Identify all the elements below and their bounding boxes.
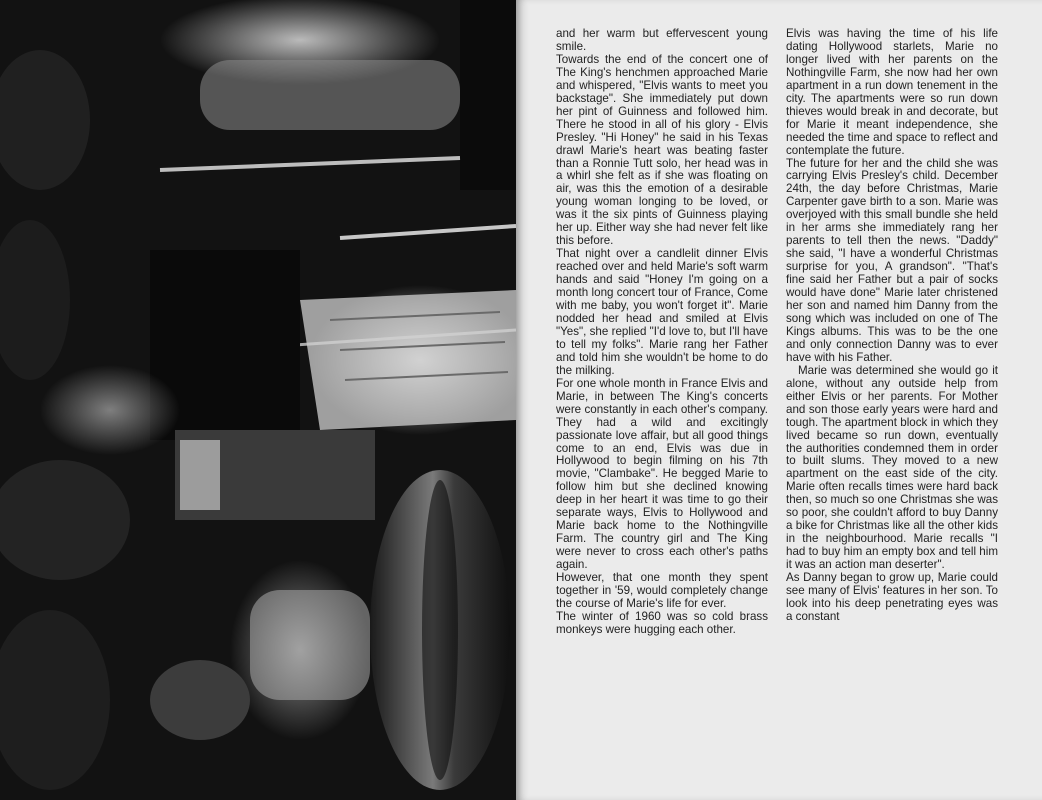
paragraph: The future for her and the child she was carrying Elvis Presley's child. December 24th, the day before Christmas, Marie Carpenter gave birth to a son. Marie was overjoyed with this small bundle she held in her arms she immediately rang her parents to tell then the news. "Daddy" she said, "I have a wonderful Christmas surprise for you, A grandson". "That's fine said her Father but a pair of socks would have done" Marie later christened her son and named him Danny from the song which was included on one of The Kings albums. This was to be the one and only connection Danny was to ever have with his Father.: [786, 156, 998, 364]
paragraph: and her warm but effervescent young smile.: [556, 28, 768, 53]
article-page: [516, 0, 1042, 800]
paragraph: Elvis was having the time of his life dating Hollywood starlets, Marie no longer lived with her parents on the Nothingville Farm, she now had her own apartment in a run down tenement in the city. The apartments were so run down thieves would break in and decorate, but for Marie it meant independence, she needed the time and space to reflect and contemplate the future.: [786, 28, 998, 157]
article-column-right: [786, 28, 998, 792]
concert-photo: [0, 0, 516, 800]
article-column-left: [556, 28, 768, 792]
paragraph: For one whole month in France Elvis and Marie, in between The King's concerts were constantly in each other's company. They had a wild and excitingly passionate love affair, but all good things come to an end, Elvis was due in Hollywood to begin filming on his 7th movie, "Clambake". He begged Marie to follow him but she declined knowing deep in her heart it was time to go their separate ways, Elvis to Hollywood and Marie back home to the Nothingville Farm. The country girl and The King were never to cross each other's paths again.: [556, 376, 768, 572]
paragraph: That night over a candlelit dinner Elvis reached over and held Marie's soft warm hands and said "Honey I'm going on a month long concert tour of France, Come with me baby, you won't forget it". Marie nodded her head and smiled at Elvis "Yes", she replied "I'd love to, but I'll have to tell my folks". Marie rang her Father and told him she wouldn't be home to do the milking.: [556, 247, 768, 377]
paragraph: Towards the end of the concert one of The King's henchmen approached Marie and whispered, "Elvis wants to meet you backstage". She immediately put down her pint of Guinness and followed him. There he stood in all of his glory - Elvis Presley. "Hi Honey" he said in his Texas drawl Marie's heart was beating faster than a Ronnie Tutt solo, her head was in a whirl she felt as if she was floating on air, was this the emotion of a desirable young woman longing to be loved, or was it the six pints of Guinness playing her up. Either way she had never felt like this before.: [556, 52, 768, 248]
paragraph: As Danny began to grow up, Marie could see many of Elvis' features in her son. To look into his deep penetrating eyes was a constant: [786, 571, 998, 623]
paragraph: The winter of 1960 was so cold brass monkeys were hugging each other.: [556, 609, 768, 636]
paragraph: Marie was determined she would go it alone, without any outside help from either Elvis or her parents. For Mother and son those early years were hard and tough. The apartment block in which they lived became so run down, eventually the authorities condemned them in order to built slums. They moved to a new apartment on the east side of the city. Marie often recalls times were hard back then, so much so one Christmas she was so poor, she couldn't afford to buy Danny a bike for Christmas like all the other kids in the neighbourhood. Marie recalls "I had to buy him an empty box and tell him it was an action man deserter".: [786, 363, 998, 572]
paragraph: However, that one month they spent together in '59, would completely change the course of Marie's life for ever.: [556, 571, 768, 610]
